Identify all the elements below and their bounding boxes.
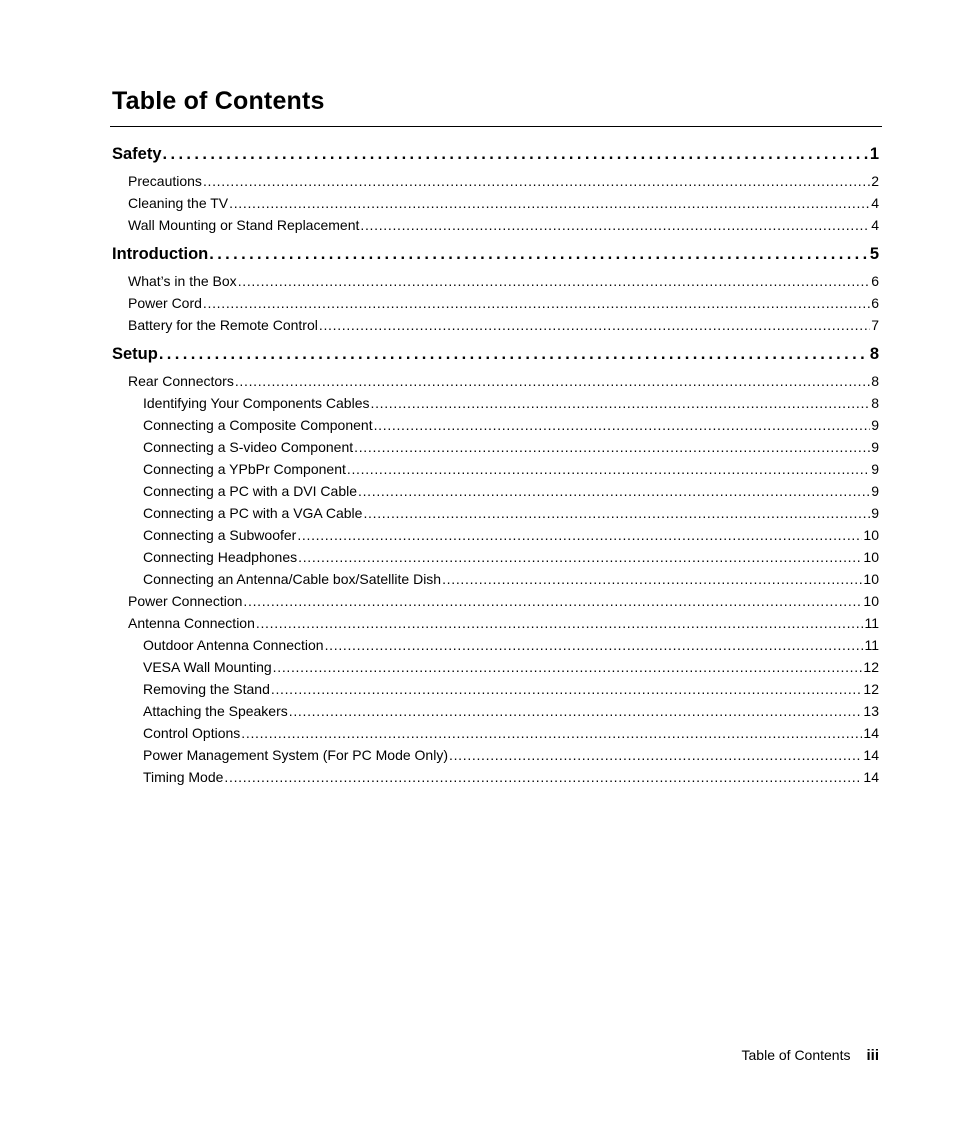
toc-entry-title: Rear Connectors bbox=[128, 373, 234, 389]
toc-entry-page-number: 4 bbox=[871, 195, 879, 211]
dot-leader bbox=[238, 270, 871, 292]
toc-entry-page-number: 14 bbox=[863, 725, 879, 741]
table-of-contents bbox=[112, 142, 879, 788]
toc-entry[interactable] bbox=[112, 170, 879, 192]
dot-leader bbox=[370, 392, 870, 414]
dot-leader bbox=[298, 546, 862, 568]
toc-entry-page-number: 9 bbox=[871, 483, 879, 499]
dot-leader bbox=[224, 766, 862, 788]
toc-entry-page-number: 14 bbox=[863, 769, 879, 785]
toc-subentry[interactable] bbox=[112, 568, 879, 590]
dot-leader bbox=[374, 414, 871, 436]
toc-entry-page-number: 12 bbox=[863, 659, 879, 675]
toc-entry-title: Cleaning the TV bbox=[128, 195, 229, 211]
dot-leader bbox=[159, 342, 869, 366]
toc-entry-page-number: 8 bbox=[869, 345, 879, 363]
toc-subentry[interactable] bbox=[112, 656, 879, 678]
dot-leader bbox=[243, 590, 862, 612]
toc-entry-title: Connecting a Subwoofer bbox=[143, 527, 297, 543]
toc-entry-title: Removing the Stand bbox=[143, 681, 270, 697]
dot-leader bbox=[256, 612, 864, 634]
toc-entry-page-number: 10 bbox=[863, 593, 879, 609]
toc-entry-page-number: 6 bbox=[871, 273, 879, 289]
toc-entry-page-number: 2 bbox=[871, 173, 879, 189]
toc-entry[interactable] bbox=[112, 214, 879, 236]
toc-entry-page-number: 11 bbox=[864, 615, 879, 631]
toc-entry-page-number: 12 bbox=[863, 681, 879, 697]
toc-subentry[interactable] bbox=[112, 436, 879, 458]
toc-entry-title: Introduction bbox=[112, 245, 209, 263]
toc-subentry[interactable] bbox=[112, 546, 879, 568]
dot-leader bbox=[203, 170, 870, 192]
toc-entry-title: VESA Wall Mounting bbox=[143, 659, 272, 675]
toc-entry-page-number: 4 bbox=[871, 217, 879, 233]
toc-entry-page-number: 9 bbox=[871, 461, 879, 477]
dot-leader bbox=[163, 142, 869, 166]
toc-entry[interactable] bbox=[112, 192, 879, 214]
dot-leader bbox=[442, 568, 862, 590]
toc-subentry[interactable] bbox=[112, 722, 879, 744]
toc-entry-title: Control Options bbox=[143, 725, 241, 741]
toc-section-heading[interactable] bbox=[112, 342, 879, 366]
page-title: Table of Contents bbox=[112, 87, 325, 115]
toc-entry-title: Safety bbox=[112, 145, 162, 163]
toc-subentry[interactable] bbox=[112, 678, 879, 700]
toc-entry[interactable] bbox=[112, 612, 879, 634]
dot-leader bbox=[203, 292, 870, 314]
page-footer bbox=[742, 1045, 879, 1066]
footer-label: Table of Contents bbox=[741, 1047, 851, 1063]
toc-entry-page-number: 11 bbox=[864, 637, 879, 653]
dot-leader bbox=[354, 436, 870, 458]
toc-subentry[interactable] bbox=[112, 414, 879, 436]
toc-entry-page-number: 8 bbox=[871, 395, 879, 411]
toc-entry-title: Antenna Connection bbox=[128, 615, 255, 631]
toc-subentry[interactable] bbox=[112, 458, 879, 480]
toc-subentry[interactable] bbox=[112, 634, 879, 656]
toc-entry[interactable] bbox=[112, 270, 879, 292]
toc-entry-title: Power Management System (For PC Mode Only) bbox=[143, 747, 448, 763]
toc-entry-title: Connecting a Composite Component bbox=[143, 417, 373, 433]
dot-leader bbox=[271, 678, 863, 700]
toc-entry-page-number: 7 bbox=[871, 317, 879, 333]
toc-entry[interactable] bbox=[112, 370, 879, 392]
dot-leader bbox=[449, 744, 862, 766]
dot-leader bbox=[297, 524, 862, 546]
toc-entry-page-number: 14 bbox=[863, 747, 879, 763]
toc-entry-page-number: 10 bbox=[863, 549, 879, 565]
toc-entry-title: Setup bbox=[112, 345, 158, 363]
toc-entry-title: Connecting a PC with a VGA Cable bbox=[143, 505, 363, 521]
toc-entry-title: Wall Mounting or Stand Replacement bbox=[128, 217, 360, 233]
toc-entry-title: Timing Mode bbox=[143, 769, 224, 785]
toc-subentry[interactable] bbox=[112, 766, 879, 788]
toc-subentry[interactable] bbox=[112, 700, 879, 722]
toc-entry-page-number: 9 bbox=[871, 505, 879, 521]
toc-entry-title: Attaching the Speakers bbox=[143, 703, 288, 719]
dot-leader bbox=[273, 656, 863, 678]
dot-leader bbox=[347, 458, 870, 480]
dot-leader bbox=[229, 192, 870, 214]
toc-entry-page-number: 13 bbox=[863, 703, 879, 719]
toc-entry-title: Outdoor Antenna Connection bbox=[143, 637, 324, 653]
toc-entry[interactable] bbox=[112, 590, 879, 612]
toc-entry-page-number: 9 bbox=[871, 417, 879, 433]
footer-page-number: iii bbox=[866, 1047, 879, 1064]
toc-entry-title: Connecting Headphones bbox=[143, 549, 298, 565]
toc-entry-title: Connecting an Antenna/Cable box/Satellite Dish bbox=[143, 571, 442, 587]
dot-leader bbox=[319, 314, 870, 336]
dot-leader bbox=[360, 214, 870, 236]
dot-leader bbox=[209, 242, 869, 266]
toc-entry-page-number: 10 bbox=[863, 571, 879, 587]
toc-entry-title: Battery for the Remote Control bbox=[128, 317, 318, 333]
toc-entry-title: Connecting a S-video Component bbox=[143, 439, 354, 455]
dot-leader bbox=[358, 480, 870, 502]
title-divider bbox=[110, 126, 882, 127]
toc-subentry[interactable] bbox=[112, 392, 879, 414]
toc-entry-title: Connecting a PC with a DVI Cable bbox=[143, 483, 357, 499]
toc-entry-title: Power Connection bbox=[128, 593, 243, 609]
toc-entry[interactable] bbox=[112, 292, 879, 314]
toc-entry-page-number: 8 bbox=[871, 373, 879, 389]
toc-entry-page-number: 5 bbox=[869, 245, 879, 263]
toc-subentry[interactable] bbox=[112, 480, 879, 502]
toc-entry-title: Connecting a YPbPr Component bbox=[143, 461, 346, 477]
dot-leader bbox=[241, 722, 862, 744]
toc-entry[interactable] bbox=[112, 314, 879, 336]
dot-leader bbox=[325, 634, 864, 656]
toc-entry-title: What’s in the Box bbox=[128, 273, 237, 289]
toc-entry-page-number: 6 bbox=[871, 295, 879, 311]
dot-leader bbox=[363, 502, 870, 524]
toc-section-heading[interactable] bbox=[112, 242, 879, 266]
toc-subentry[interactable] bbox=[112, 524, 879, 546]
toc-subentry[interactable] bbox=[112, 502, 879, 524]
toc-entry-title: Power Cord bbox=[128, 295, 202, 311]
toc-entry-page-number: 1 bbox=[869, 145, 879, 163]
toc-section-heading[interactable] bbox=[112, 142, 879, 166]
toc-entry-page-number: 10 bbox=[863, 527, 879, 543]
toc-entry-title: Identifying Your Components Cables bbox=[143, 395, 370, 411]
toc-subentry[interactable] bbox=[112, 744, 879, 766]
dot-leader bbox=[289, 700, 863, 722]
toc-entry-title: Precautions bbox=[128, 173, 202, 189]
toc-entry-page-number: 9 bbox=[871, 439, 879, 455]
dot-leader bbox=[235, 370, 870, 392]
